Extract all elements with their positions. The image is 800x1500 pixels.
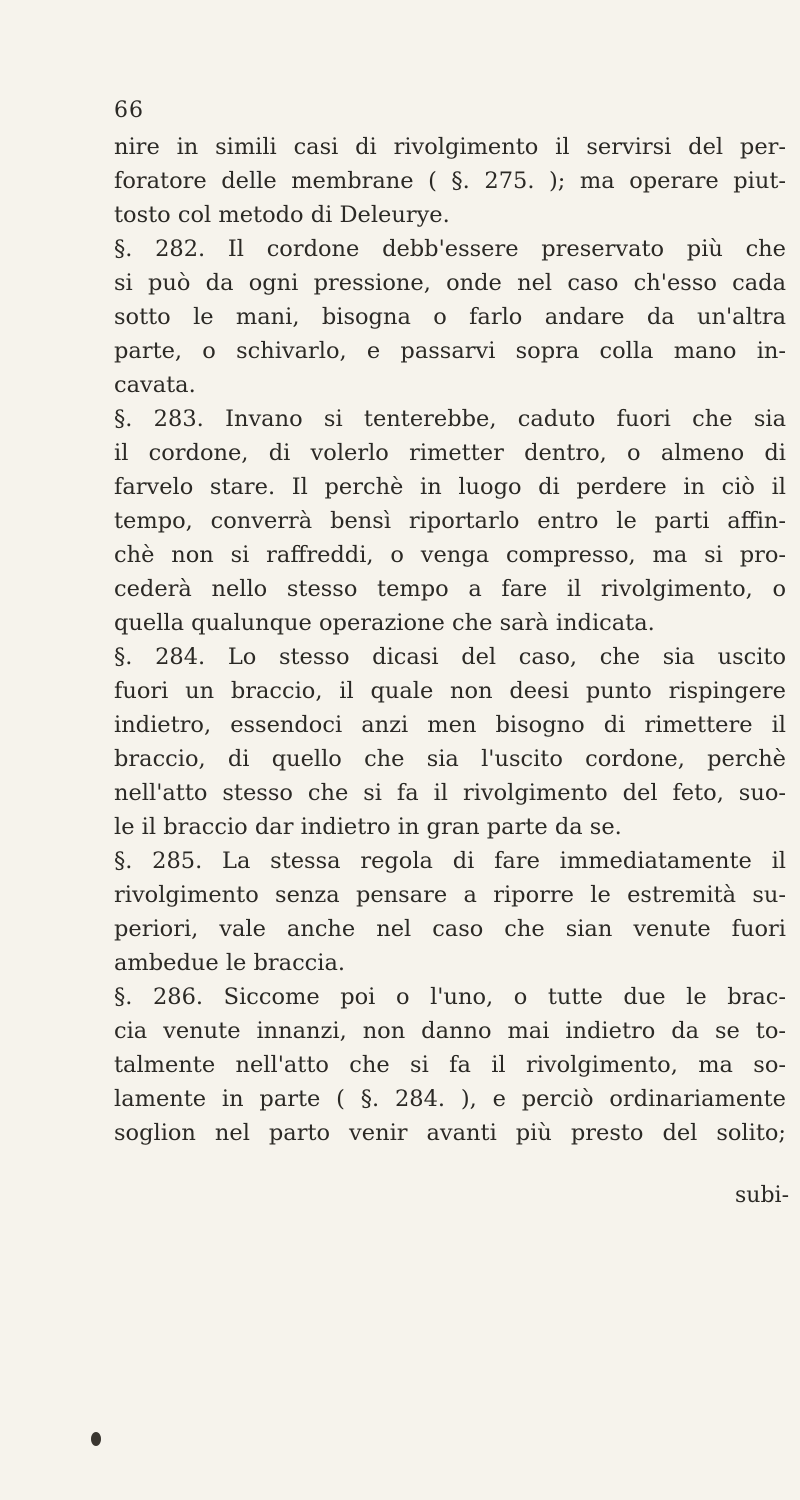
text-line: §. 282. Il cordone debb'essere preservato più che xyxy=(114,236,786,262)
text-line: fuori un braccio, il quale non deesi punto rispingere xyxy=(114,678,786,704)
text-line: parte, o schivarlo, e passarvi sopra colla mano in- xyxy=(114,338,786,364)
text-line: talmente nell'atto che si fa il rivolgimento, ma so- xyxy=(114,1052,786,1078)
text-line: farvelo stare. Il perchè in luogo di perdere in ciò il xyxy=(114,474,786,500)
page-number: 66 xyxy=(114,98,144,123)
text-line: il cordone, di volerlo rimetter dentro, o almeno di xyxy=(114,440,786,466)
text-line: foratore delle membrane ( §. 275. ); ma operare piut- xyxy=(114,168,786,194)
catchword: subi- xyxy=(735,1183,790,1208)
text-line: §. 285. La stessa regola di fare immediatamente il xyxy=(114,848,786,874)
ink-spot xyxy=(91,1432,101,1446)
text-line: le il braccio dar indietro in gran parte da se. xyxy=(114,814,622,840)
text-line: cavata. xyxy=(114,372,196,398)
text-line: rivolgimento senza pensare a riporre le estremità su- xyxy=(114,882,786,908)
text-line: soglion nel parto venir avanti più presto del solito; xyxy=(114,1120,786,1146)
text-line: nell'atto stesso che si fa il rivolgimento del feto, suo- xyxy=(114,780,786,806)
text-line: quella qualunque operazione che sarà indicata. xyxy=(114,610,655,636)
text-line: indietro, essendoci anzi men bisogno di rimettere il xyxy=(114,712,786,738)
text-line: cia venute innanzi, non danno mai indietro da se to- xyxy=(114,1018,786,1044)
text-line: chè non si raffreddi, o venga compresso, ma si pro- xyxy=(114,542,786,568)
text-line: braccio, di quello che sia l'uscito cordone, perchè xyxy=(114,746,786,772)
text-line: tosto col metodo di Deleurye. xyxy=(114,202,450,228)
text-line: lamente in parte ( §. 284. ), e perciò ordinariamente xyxy=(114,1086,786,1112)
body-text xyxy=(114,130,786,1150)
text-line: §. 283. Invano si tenterebbe, caduto fuori che sia xyxy=(114,406,786,432)
text-line: cederà nello stesso tempo a fare il rivolgimento, o xyxy=(114,576,786,602)
text-line: si può da ogni pressione, onde nel caso ch'esso cada xyxy=(114,270,786,296)
text-line: sotto le mani, bisogna o farlo andare da un'altra xyxy=(114,304,786,330)
text-line: §. 286. Siccome poi o l'uno, o tutte due le brac- xyxy=(114,984,786,1010)
text-line: tempo, converrà bensì riportarlo entro le parti affin- xyxy=(114,508,786,534)
text-line: §. 284. Lo stesso dicasi del caso, che sia uscito xyxy=(114,644,786,670)
text-line: ambedue le braccia. xyxy=(114,950,346,976)
text-line: nire in simili casi di rivolgimento il servirsi del per- xyxy=(114,134,786,160)
text-line: periori, vale anche nel caso che sian venute fuori xyxy=(114,916,786,942)
